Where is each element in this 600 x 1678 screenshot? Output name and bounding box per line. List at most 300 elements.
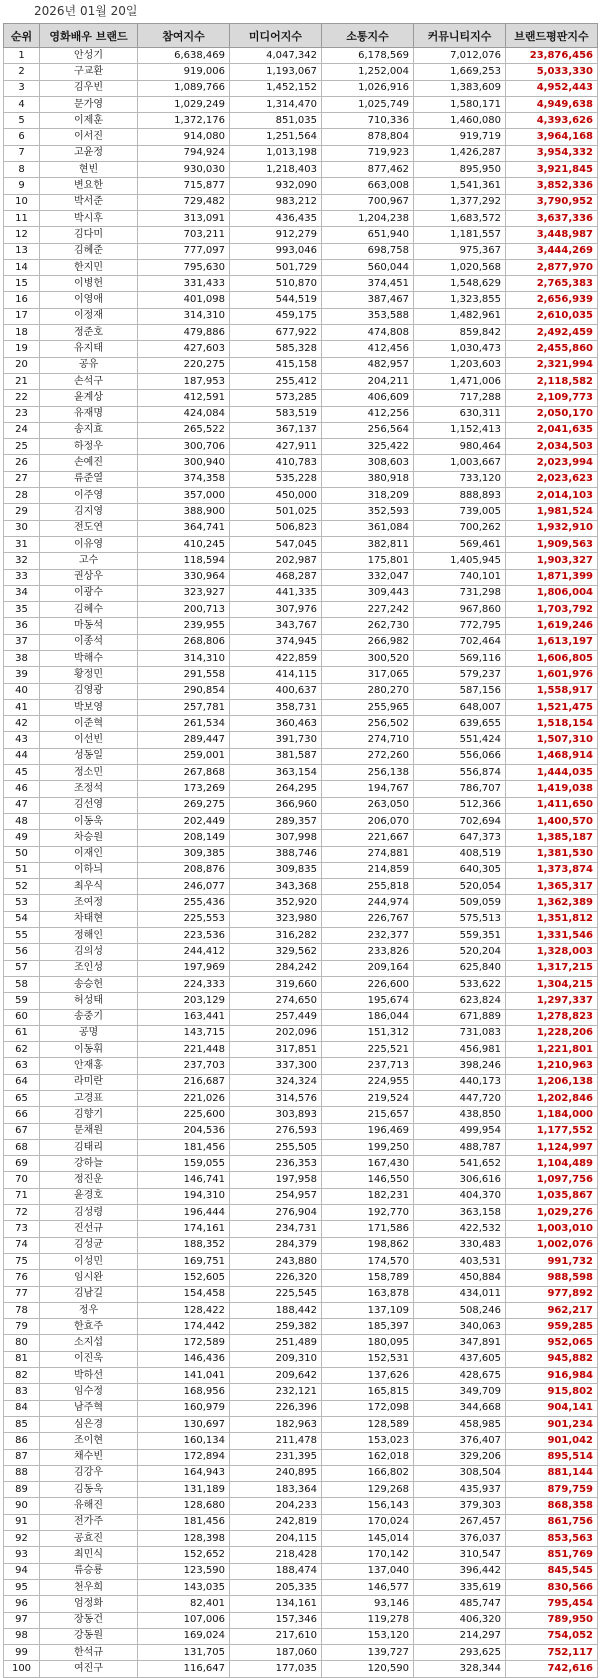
table-row (4, 422, 598, 438)
community-cell: 648,007 (414, 699, 506, 715)
community-cell: 1,181,557 (414, 227, 506, 243)
rank-cell: 5 (4, 113, 40, 129)
community-cell: 541,652 (414, 1156, 506, 1172)
brand-index-cell: 1,411,650 (506, 797, 598, 813)
media-cell: 303,893 (230, 1107, 322, 1123)
rank-cell: 67 (4, 1123, 40, 1139)
brand-index-cell: 845,545 (506, 1563, 598, 1579)
brand-index-cell: 1,373,874 (506, 862, 598, 878)
participation-cell: 221,026 (138, 1091, 230, 1107)
brand-index-cell: 2,321,994 (506, 357, 598, 373)
rank-cell: 37 (4, 634, 40, 650)
community-cell: 975,367 (414, 243, 506, 259)
table-row (4, 145, 598, 161)
table-row (4, 520, 598, 536)
actor-name-cell: 손석구 (40, 373, 138, 389)
communication-cell: 172,098 (322, 1400, 414, 1416)
rank-cell: 46 (4, 781, 40, 797)
participation-cell: 220,275 (138, 357, 230, 373)
media-cell: 197,958 (230, 1172, 322, 1188)
media-cell: 324,324 (230, 1074, 322, 1090)
community-cell: 520,054 (414, 879, 506, 895)
community-cell: 335,619 (414, 1579, 506, 1595)
participation-cell: 174,442 (138, 1319, 230, 1335)
brand-index-cell: 881,144 (506, 1465, 598, 1481)
actor-name-cell: 유지태 (40, 341, 138, 357)
communication-cell: 256,138 (322, 765, 414, 781)
table-row (4, 96, 598, 112)
rank-cell: 16 (4, 292, 40, 308)
media-cell: 993,046 (230, 243, 322, 259)
communication-cell: 1,026,916 (322, 80, 414, 96)
table-row (4, 781, 598, 797)
participation-cell: 146,436 (138, 1351, 230, 1367)
media-cell: 254,957 (230, 1188, 322, 1204)
rank-cell: 60 (4, 1009, 40, 1025)
table-row (4, 667, 598, 683)
community-cell: 895,950 (414, 162, 506, 178)
community-cell: 438,850 (414, 1107, 506, 1123)
table-body (4, 48, 598, 1678)
rank-cell: 8 (4, 162, 40, 178)
communication-cell: 226,767 (322, 911, 414, 927)
actor-name-cell: 이서진 (40, 129, 138, 145)
communication-cell: 700,967 (322, 194, 414, 210)
communication-cell: 300,520 (322, 650, 414, 666)
community-cell: 639,655 (414, 716, 506, 732)
community-cell: 293,625 (414, 1645, 506, 1661)
brand-index-cell: 959,285 (506, 1319, 598, 1335)
rank-cell: 14 (4, 259, 40, 275)
media-cell: 211,478 (230, 1433, 322, 1449)
communication-cell: 309,443 (322, 585, 414, 601)
table-row (4, 1221, 598, 1237)
actor-name-cell: 차태현 (40, 911, 138, 927)
brand-index-cell: 754,052 (506, 1628, 598, 1644)
actor-name-cell: 김지영 (40, 504, 138, 520)
participation-cell: 225,553 (138, 911, 230, 927)
actor-name-cell: 김향기 (40, 1107, 138, 1123)
brand-index-cell: 861,756 (506, 1514, 598, 1530)
media-cell: 255,412 (230, 373, 322, 389)
participation-cell: 357,000 (138, 488, 230, 504)
media-cell: 1,251,564 (230, 129, 322, 145)
brand-index-cell: 1,468,914 (506, 748, 598, 764)
actor-name-cell: 문가영 (40, 96, 138, 112)
participation-cell: 146,741 (138, 1172, 230, 1188)
participation-cell: 225,600 (138, 1107, 230, 1123)
media-cell: 983,212 (230, 194, 322, 210)
participation-cell: 300,940 (138, 455, 230, 471)
communication-cell: 237,713 (322, 1058, 414, 1074)
actor-name-cell: 박시후 (40, 210, 138, 226)
actor-name-cell: 김남길 (40, 1286, 138, 1302)
community-cell: 1,460,080 (414, 113, 506, 129)
brand-index-cell: 851,769 (506, 1547, 598, 1563)
rank-cell: 13 (4, 243, 40, 259)
rank-cell: 55 (4, 928, 40, 944)
actor-name-cell: 윤계상 (40, 390, 138, 406)
brand-index-cell: 2,109,773 (506, 390, 598, 406)
media-cell: 177,035 (230, 1661, 322, 1677)
actor-name-cell: 정준호 (40, 325, 138, 341)
brand-index-cell: 4,393,626 (506, 113, 598, 129)
brand-index-cell: 952,065 (506, 1335, 598, 1351)
brand-index-cell: 1,613,197 (506, 634, 598, 650)
media-cell: 851,035 (230, 113, 322, 129)
media-cell: 573,285 (230, 390, 322, 406)
brand-index-cell: 830,566 (506, 1579, 598, 1595)
participation-cell: 777,097 (138, 243, 230, 259)
community-cell: 434,011 (414, 1286, 506, 1302)
header-brand-reputation-index: 브랜드평판지수 (506, 24, 598, 48)
communication-cell: 255,818 (322, 879, 414, 895)
rank-cell: 31 (4, 536, 40, 552)
participation-cell: 216,687 (138, 1074, 230, 1090)
rank-cell: 17 (4, 308, 40, 324)
participation-cell: 237,703 (138, 1058, 230, 1074)
community-cell: 569,461 (414, 536, 506, 552)
media-cell: 1,218,403 (230, 162, 322, 178)
header-rank: 순위 (4, 24, 40, 48)
participation-cell: 268,806 (138, 634, 230, 650)
rank-cell: 94 (4, 1563, 40, 1579)
rank-cell: 45 (4, 765, 40, 781)
media-cell: 243,880 (230, 1253, 322, 1269)
brand-index-cell: 1,806,004 (506, 585, 598, 601)
rank-cell: 89 (4, 1482, 40, 1498)
communication-cell: 146,550 (322, 1172, 414, 1188)
communication-cell: 156,143 (322, 1498, 414, 1514)
community-cell: 7,012,076 (414, 48, 506, 64)
participation-cell: 169,751 (138, 1253, 230, 1269)
header-actor-brand: 영화배우 브랜드 (40, 24, 138, 48)
rank-cell: 65 (4, 1091, 40, 1107)
actor-name-cell: 하정우 (40, 439, 138, 455)
participation-cell: 169,024 (138, 1628, 230, 1644)
media-cell: 535,228 (230, 471, 322, 487)
brand-index-cell: 3,921,845 (506, 162, 598, 178)
actor-name-cell: 구교환 (40, 64, 138, 80)
community-cell: 647,373 (414, 830, 506, 846)
table-row (4, 292, 598, 308)
table-row (4, 227, 598, 243)
media-cell: 276,593 (230, 1123, 322, 1139)
community-cell: 740,101 (414, 569, 506, 585)
media-cell: 202,096 (230, 1025, 322, 1041)
brand-index-cell: 2,455,860 (506, 341, 598, 357)
participation-cell: 412,591 (138, 390, 230, 406)
table-row (4, 1025, 598, 1041)
table-row (4, 1091, 598, 1107)
rank-cell: 97 (4, 1612, 40, 1628)
communication-cell: 263,050 (322, 797, 414, 813)
brand-index-cell: 2,023,994 (506, 455, 598, 471)
rank-cell: 61 (4, 1025, 40, 1041)
table-row (4, 455, 598, 471)
communication-cell: 163,878 (322, 1286, 414, 1302)
table-row (4, 129, 598, 145)
table-row (4, 553, 598, 569)
actor-name-cell: 정진운 (40, 1172, 138, 1188)
media-cell: 468,287 (230, 569, 322, 585)
rank-cell: 29 (4, 504, 40, 520)
participation-cell: 309,385 (138, 846, 230, 862)
communication-cell: 145,014 (322, 1531, 414, 1547)
table-row (4, 1205, 598, 1221)
table-row (4, 1384, 598, 1400)
communication-cell: 225,521 (322, 1042, 414, 1058)
communication-cell: 162,018 (322, 1449, 414, 1465)
communication-cell: 167,430 (322, 1156, 414, 1172)
participation-cell: 246,077 (138, 879, 230, 895)
media-cell: 242,819 (230, 1514, 322, 1530)
table-row (4, 1645, 598, 1661)
table-row (4, 194, 598, 210)
brand-index-cell: 1,703,792 (506, 602, 598, 618)
brand-index-cell: 3,954,332 (506, 145, 598, 161)
table-row (4, 1661, 598, 1677)
table-row (4, 1074, 598, 1090)
actor-name-cell: 이준혁 (40, 716, 138, 732)
table-row (4, 879, 598, 895)
brand-index-cell: 2,877,970 (506, 259, 598, 275)
brand-index-cell: 1,104,489 (506, 1156, 598, 1172)
participation-cell: 200,713 (138, 602, 230, 618)
community-cell: 623,824 (414, 993, 506, 1009)
header-participation-index: 참여지수 (138, 24, 230, 48)
communication-cell: 199,250 (322, 1139, 414, 1155)
participation-cell: 187,953 (138, 373, 230, 389)
actor-name-cell: 고윤정 (40, 145, 138, 161)
media-cell: 912,279 (230, 227, 322, 243)
media-cell: 547,045 (230, 536, 322, 552)
brand-index-cell: 1,871,399 (506, 569, 598, 585)
rank-cell: 63 (4, 1058, 40, 1074)
community-cell: 1,203,603 (414, 357, 506, 373)
brand-index-cell: 4,949,638 (506, 96, 598, 112)
media-cell: 264,295 (230, 781, 322, 797)
table-row (4, 1368, 598, 1384)
media-cell: 307,998 (230, 830, 322, 846)
media-cell: 363,154 (230, 765, 322, 781)
participation-cell: 204,536 (138, 1123, 230, 1139)
actor-name-cell: 유재명 (40, 406, 138, 422)
actor-name-cell: 김강우 (40, 1465, 138, 1481)
brand-index-cell: 1,606,805 (506, 650, 598, 666)
rank-cell: 76 (4, 1270, 40, 1286)
participation-cell: 259,001 (138, 748, 230, 764)
rank-cell: 26 (4, 455, 40, 471)
actor-name-cell: 천우희 (40, 1579, 138, 1595)
actor-name-cell: 이동욱 (40, 813, 138, 829)
table-row (4, 259, 598, 275)
rank-cell: 54 (4, 911, 40, 927)
table-row (4, 488, 598, 504)
table-row (4, 716, 598, 732)
rank-cell: 100 (4, 1661, 40, 1677)
media-cell: 236,353 (230, 1156, 322, 1172)
table-row (4, 1514, 598, 1530)
table-row (4, 683, 598, 699)
participation-cell: 131,705 (138, 1645, 230, 1661)
community-cell: 625,840 (414, 960, 506, 976)
actor-name-cell: 박하선 (40, 1368, 138, 1384)
brand-index-cell: 1,003,010 (506, 1221, 598, 1237)
participation-cell: 300,706 (138, 439, 230, 455)
rank-cell: 28 (4, 488, 40, 504)
brand-index-cell: 2,118,582 (506, 373, 598, 389)
actor-name-cell: 성동일 (40, 748, 138, 764)
community-cell: 919,719 (414, 129, 506, 145)
community-cell: 1,323,855 (414, 292, 506, 308)
community-cell: 363,158 (414, 1205, 506, 1221)
media-cell: 337,300 (230, 1058, 322, 1074)
media-cell: 217,610 (230, 1628, 322, 1644)
brand-index-cell: 1,619,246 (506, 618, 598, 634)
media-cell: 374,945 (230, 634, 322, 650)
community-cell: 533,622 (414, 976, 506, 992)
rank-cell: 49 (4, 830, 40, 846)
actor-name-cell: 이유영 (40, 536, 138, 552)
actor-name-cell: 허성태 (40, 993, 138, 1009)
table-row (4, 1400, 598, 1416)
rank-cell: 57 (4, 960, 40, 976)
participation-cell: 143,715 (138, 1025, 230, 1041)
actor-name-cell: 송지효 (40, 422, 138, 438)
media-cell: 544,519 (230, 292, 322, 308)
participation-cell: 172,589 (138, 1335, 230, 1351)
actor-name-cell: 이병헌 (40, 276, 138, 292)
actor-name-cell: 마동석 (40, 618, 138, 634)
communication-cell: 274,710 (322, 732, 414, 748)
actor-name-cell: 한지민 (40, 259, 138, 275)
table-row (4, 1433, 598, 1449)
participation-cell: 715,877 (138, 178, 230, 194)
rank-cell: 95 (4, 1579, 40, 1595)
participation-cell: 265,522 (138, 422, 230, 438)
media-cell: 450,000 (230, 488, 322, 504)
community-cell: 700,262 (414, 520, 506, 536)
rank-cell: 51 (4, 862, 40, 878)
community-cell: 1,683,572 (414, 210, 506, 226)
participation-cell: 128,680 (138, 1498, 230, 1514)
brand-index-cell: 1,124,997 (506, 1139, 598, 1155)
participation-cell: 364,741 (138, 520, 230, 536)
media-cell: 366,960 (230, 797, 322, 813)
rank-cell: 78 (4, 1302, 40, 1318)
rank-cell: 64 (4, 1074, 40, 1090)
brand-index-cell: 1,278,823 (506, 1009, 598, 1025)
rank-cell: 50 (4, 846, 40, 862)
actor-name-cell: 이성민 (40, 1253, 138, 1269)
actor-name-cell: 소지섭 (40, 1335, 138, 1351)
communication-cell: 6,178,569 (322, 48, 414, 64)
participation-cell: 331,433 (138, 276, 230, 292)
actor-name-cell: 이하늬 (40, 862, 138, 878)
community-cell: 499,954 (414, 1123, 506, 1139)
brand-index-cell: 916,984 (506, 1368, 598, 1384)
table-row (4, 308, 598, 324)
actor-name-cell: 박해수 (40, 650, 138, 666)
actor-name-cell: 전가주 (40, 1514, 138, 1530)
table-row (4, 1253, 598, 1269)
actor-name-cell: 안재홍 (40, 1058, 138, 1074)
actor-name-cell: 최우식 (40, 879, 138, 895)
media-cell: 307,976 (230, 602, 322, 618)
community-cell: 1,383,609 (414, 80, 506, 96)
community-cell: 267,457 (414, 1514, 506, 1530)
rank-cell: 3 (4, 80, 40, 96)
community-cell: 1,471,006 (414, 373, 506, 389)
media-cell: 204,115 (230, 1531, 322, 1547)
media-cell: 314,576 (230, 1091, 322, 1107)
community-cell: 512,366 (414, 797, 506, 813)
table-row (4, 1107, 598, 1123)
community-cell: 1,020,568 (414, 259, 506, 275)
participation-cell: 239,955 (138, 618, 230, 634)
brand-index-cell: 1,331,546 (506, 928, 598, 944)
actor-name-cell: 여진구 (40, 1661, 138, 1677)
communication-cell: 129,268 (322, 1482, 414, 1498)
community-cell: 1,152,413 (414, 422, 506, 438)
communication-cell: 272,260 (322, 748, 414, 764)
actor-name-cell: 공유 (40, 357, 138, 373)
rank-cell: 90 (4, 1498, 40, 1514)
media-cell: 501,729 (230, 259, 322, 275)
table-row (4, 390, 598, 406)
communication-cell: 325,422 (322, 439, 414, 455)
actor-name-cell: 이종석 (40, 634, 138, 650)
table-row (4, 1498, 598, 1514)
actor-name-cell: 이광수 (40, 585, 138, 601)
actor-name-cell: 정소민 (40, 765, 138, 781)
communication-cell: 226,600 (322, 976, 414, 992)
brand-index-cell: 3,444,269 (506, 243, 598, 259)
media-cell: 316,282 (230, 928, 322, 944)
rank-cell: 84 (4, 1400, 40, 1416)
actor-name-cell: 현빈 (40, 162, 138, 178)
actor-name-cell: 송승헌 (40, 976, 138, 992)
actor-name-cell: 장동건 (40, 1612, 138, 1628)
rank-cell: 39 (4, 667, 40, 683)
community-cell: 702,694 (414, 813, 506, 829)
table-row (4, 1482, 598, 1498)
participation-cell: 130,697 (138, 1416, 230, 1432)
communication-cell: 182,231 (322, 1188, 414, 1204)
actor-name-cell: 변요한 (40, 178, 138, 194)
community-cell: 520,204 (414, 944, 506, 960)
actor-name-cell: 김혜준 (40, 243, 138, 259)
table-row (4, 1319, 598, 1335)
participation-cell: 163,441 (138, 1009, 230, 1025)
actor-name-cell: 권상우 (40, 569, 138, 585)
communication-cell: 352,593 (322, 504, 414, 520)
actor-name-cell: 류승룡 (40, 1563, 138, 1579)
media-cell: 506,823 (230, 520, 322, 536)
communication-cell: 224,955 (322, 1074, 414, 1090)
media-cell: 319,660 (230, 976, 322, 992)
actor-name-cell: 이영애 (40, 292, 138, 308)
communication-cell: 219,524 (322, 1091, 414, 1107)
community-cell: 485,747 (414, 1596, 506, 1612)
community-cell: 422,532 (414, 1221, 506, 1237)
media-cell: 585,328 (230, 341, 322, 357)
brand-index-cell: 752,117 (506, 1645, 598, 1661)
table-row (4, 373, 598, 389)
communication-cell: 180,095 (322, 1335, 414, 1351)
table-row (4, 699, 598, 715)
